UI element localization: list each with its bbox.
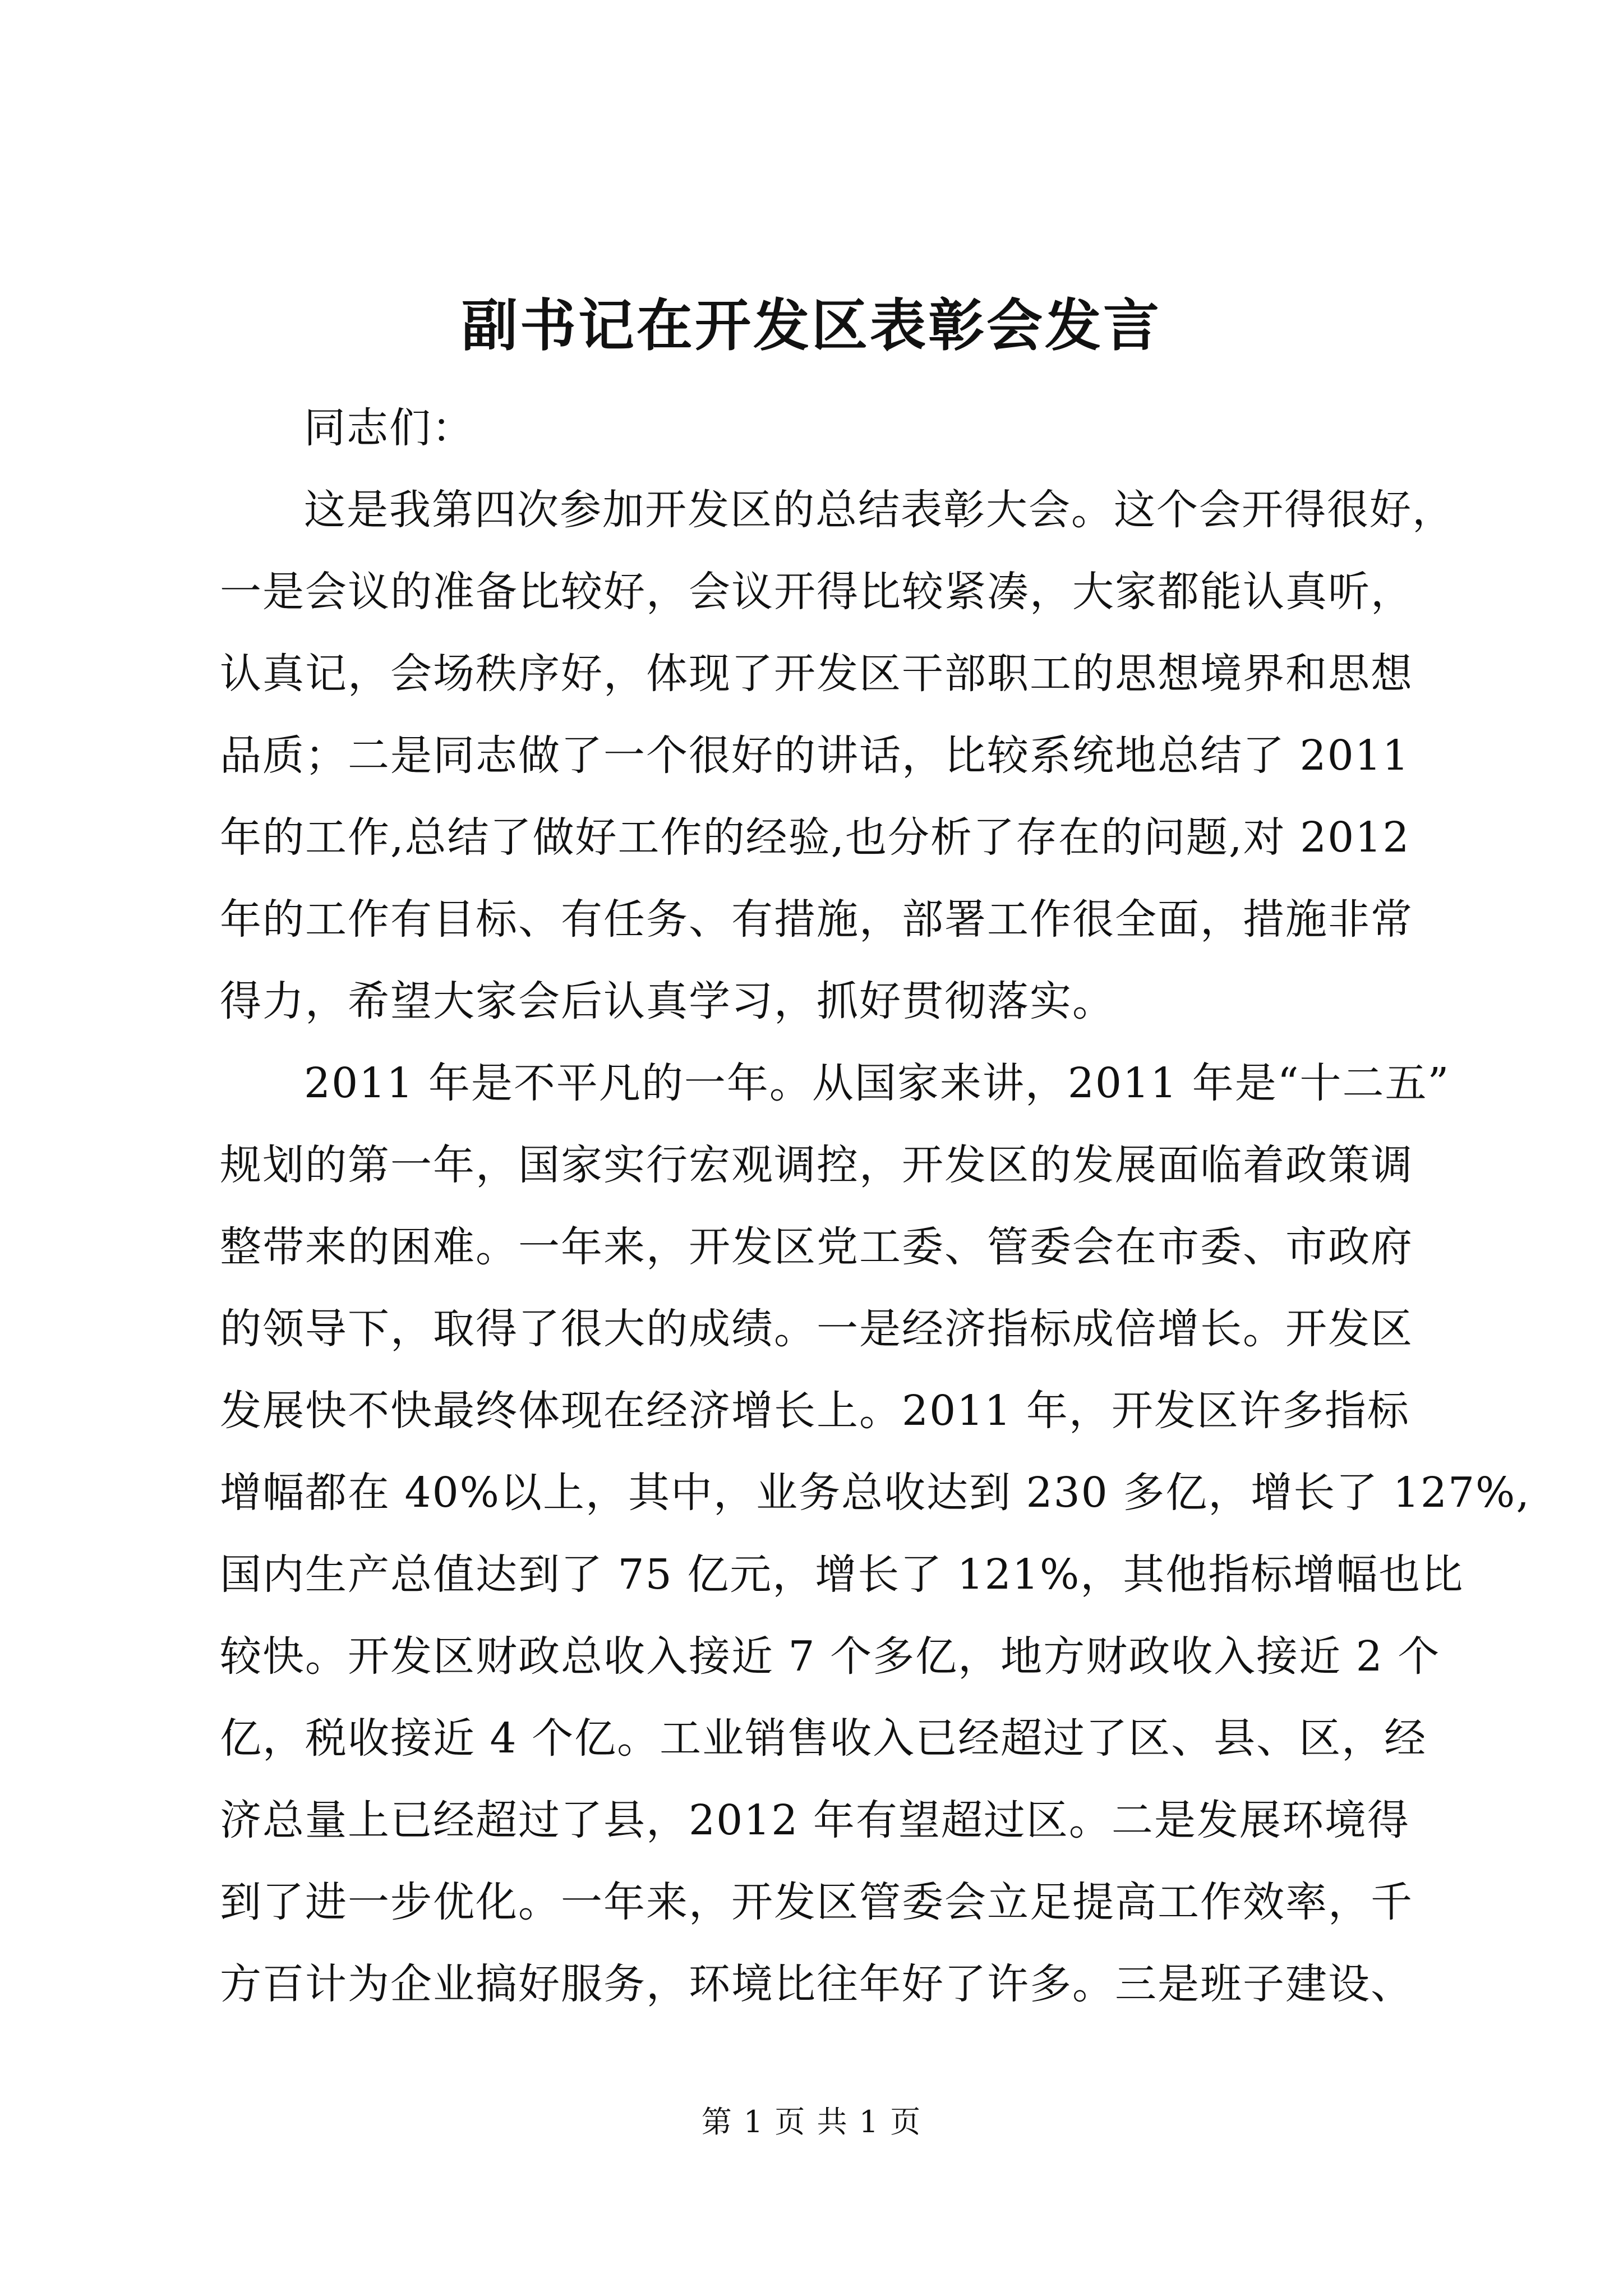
paragraph-line: 整带来的困难。一年来，开发区党工委、管委会在市委、市政府 xyxy=(220,1223,1413,1271)
paragraph-line: 这是我第四次参加开发区的总结表彰大会。这个会开得很好， xyxy=(304,486,1455,534)
paragraph-line: 较快。开发区财政总收入接近 7 个多亿，地方财政收入接近 2 个 xyxy=(220,1632,1441,1681)
paragraph-line: 认真记，会场秩序好，体现了开发区干部职工的思想境界和思想 xyxy=(220,650,1413,698)
document-title: 副书记在开发区表彰会发言 xyxy=(462,292,1161,358)
paragraph-line: 一是会议的准备比较好，会议开得比较紧凑，大家都能认真听， xyxy=(220,568,1413,616)
paragraph-line: 济总量上已经超过了县，2012 年有望超过区。二是发展环境得 xyxy=(220,1796,1410,1844)
paragraph-line: 发展快不快最终体现在经济增长上。2011 年，开发区许多指标 xyxy=(220,1387,1410,1435)
page-number-footer: 第 1 页 共 1 页 xyxy=(701,2104,922,2139)
paragraph-line: 品质；二是同志做了一个很好的讲话，比较系统地总结了 2011 xyxy=(220,731,1410,780)
document-body xyxy=(220,387,1530,2025)
paragraph-line: 方百计为企业搞好服务，环境比往年好了许多。三是班子建设、 xyxy=(220,1960,1413,2008)
paragraph-line: 国内生产总值达到了 75 亿元，增长了 121%，其他指标增幅也比 xyxy=(220,1550,1464,1599)
paragraph-line: 增幅都在 40%以上，其中，业务总收达到 230 多亿，增长了 127%, xyxy=(220,1469,1530,1517)
paragraph-line: 的领导下，取得了很大的成绩。一是经济指标成倍增长。开发区 xyxy=(220,1305,1413,1353)
paragraph-line: 规划的第一年，国家实行宏观调控，开发区的发展面临着政策调 xyxy=(220,1141,1413,1189)
paragraph-line: 年的工作,总结了做好工作的经验,也分析了存在的问题,对 2012 xyxy=(220,813,1410,862)
salutation-line: 同志们： xyxy=(304,404,474,452)
paragraph-line: 得力，希望大家会后认真学习，抓好贯彻落实。 xyxy=(220,977,1115,1025)
paragraph-line: 2011 年是不平凡的一年。从国家来讲，2011 年是“十二五” xyxy=(304,1059,1450,1107)
paragraph-line: 到了进一步优化。一年来，开发区管委会立足提高工作效率，千 xyxy=(220,1878,1413,1926)
paragraph-line: 年的工作有目标、有任务、有措施，部署工作很全面，措施非常 xyxy=(220,895,1413,944)
paragraph-line: 亿，税收接近 4 个亿。工业销售收入已经超过了区、县、区，经 xyxy=(220,1714,1427,1763)
